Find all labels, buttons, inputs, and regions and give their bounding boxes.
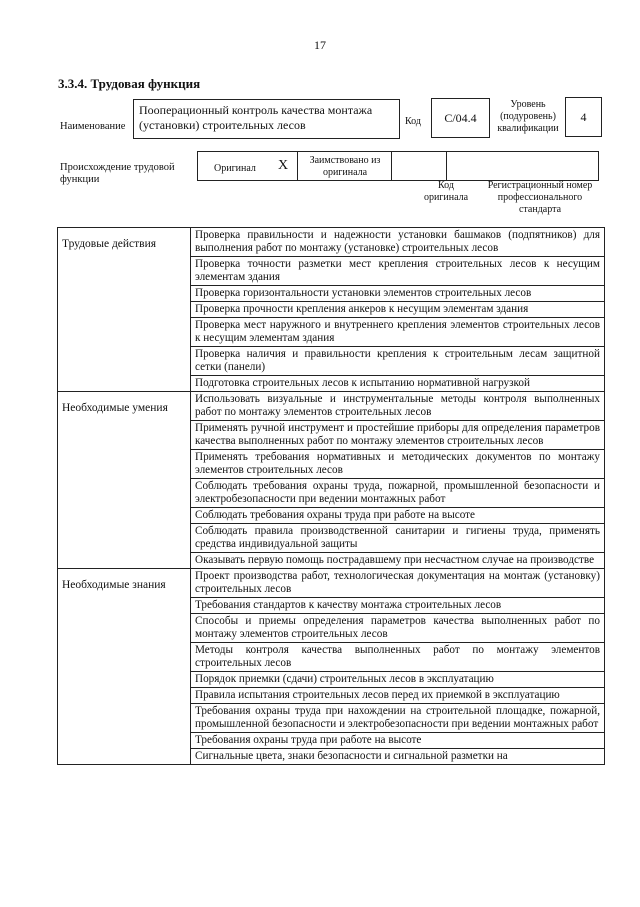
table-cell: Применять ручной инструмент и простейшие приборы для определения параметров качества выполненных работ по монтажу элементов строительных лесов	[191, 421, 605, 450]
level-box	[565, 97, 602, 137]
function-name: Пооперационный контроль качества монтажа (установки) строительных лесов	[139, 103, 373, 132]
table-cell: Применять требования нормативных и методических документов по монтажу элементов строительных лесов	[191, 450, 605, 479]
table-cell: Соблюдать требования охраны труда при работе на высоте	[191, 508, 605, 524]
table-cell: Подготовка строительных лесов к испытанию нормативной нагрузкой	[191, 376, 605, 392]
code-caption: Код оригинала	[423, 180, 469, 203]
origin-table	[197, 151, 599, 181]
borrowed-label: Заимствовано из оригинала	[309, 155, 381, 178]
reg-caption: Регистрационный номер профессионального стандарта	[487, 180, 593, 215]
level-value: 4	[580, 110, 587, 124]
original-label: Оригинал	[214, 163, 256, 174]
table-cell: Проект производства работ, технологическая документация на монтаж (установку) строительных лесов	[191, 569, 605, 598]
table-cell: Требования стандартов к качеству монтажа строительных лесов	[191, 598, 605, 614]
table-cell: Проверка наличия и правильности крепления к строительным лесам защитной сетки (панели)	[191, 347, 605, 376]
table-cell: Сигнальные цвета, знаки безопасности и сигнальной разметки на	[191, 749, 605, 765]
level-label: Уровень (подуровень) квалификации	[497, 99, 559, 134]
cell-divider	[391, 152, 392, 180]
table-cell: Соблюдать требования охраны труда, пожарной, промышленной безопасности и электробезопасности при ведении монтажных работ	[191, 479, 605, 508]
table-cell: Использовать визуальные и инструментальные методы контроля выполненных работ по монтажу элементов строительных лесов	[191, 392, 605, 421]
code-box	[431, 98, 490, 138]
section-title: 3.3.4. Трудовая функция	[58, 76, 201, 91]
table-cell: Проверка горизонтальности установки элементов строительных лесов	[191, 286, 605, 302]
table-cell: Требования охраны труда при работе на высоте	[191, 733, 605, 749]
table-cell: Порядок приемки (сдачи) строительных лесов в эксплуатацию	[191, 672, 605, 688]
original-mark: X	[278, 158, 289, 173]
cell-divider	[297, 152, 298, 180]
table-cell: Проверка прочности крепления анкеров к несущим элементам здания	[191, 302, 605, 318]
group-label: Необходимые знания	[58, 569, 191, 765]
table-cell: Способы и приемы определения параметров качества выполненных работ по монтажу элементов строительных лесов	[191, 614, 605, 643]
table-cell: Оказывать первую помощь пострадавшему при несчастном случае на производстве	[191, 553, 605, 569]
group-label: Необходимые умения	[58, 392, 191, 569]
function-table	[57, 227, 605, 765]
function-name-box	[133, 99, 400, 139]
code-value: C/04.4	[444, 111, 477, 125]
table-cell: Проверка точности разметки мест крепления строительных лесов к несущим элементам здания	[191, 257, 605, 286]
cell-divider	[446, 152, 447, 180]
table-cell: Проверка мест наружного и внутреннего крепления элементов строительных лесов к несущим элементам здания	[191, 318, 605, 347]
table-cell: Методы контроля качества выполненных работ по монтажу элементов строительных лесов	[191, 643, 605, 672]
table-cell: Требования охраны труда при нахождении на строительной площадке, пожарной, промышленной безопасности и электробезопасности при ведении монтажных работ	[191, 704, 605, 733]
table-row	[58, 228, 605, 257]
table-cell: Правила испытания строительных лесов перед их приемкой в эксплуатацию	[191, 688, 605, 704]
group-label: Трудовые действия	[58, 228, 191, 392]
page-number: 17	[314, 38, 326, 52]
code-label: Код	[405, 116, 421, 127]
name-label: Наименование	[60, 121, 126, 132]
table-row	[58, 392, 605, 421]
table-cell: Проверка правильности и надежности установки башмаков (подпятников) для выполнения работ по монтажу (установке) строительных лесов	[191, 228, 605, 257]
origin-label: Происхождение трудовой функции	[60, 162, 175, 185]
table-cell: Соблюдать правила производственной санитарии и гигиены труда, применять средства индивидуальной защиты	[191, 524, 605, 553]
table-row	[58, 569, 605, 598]
